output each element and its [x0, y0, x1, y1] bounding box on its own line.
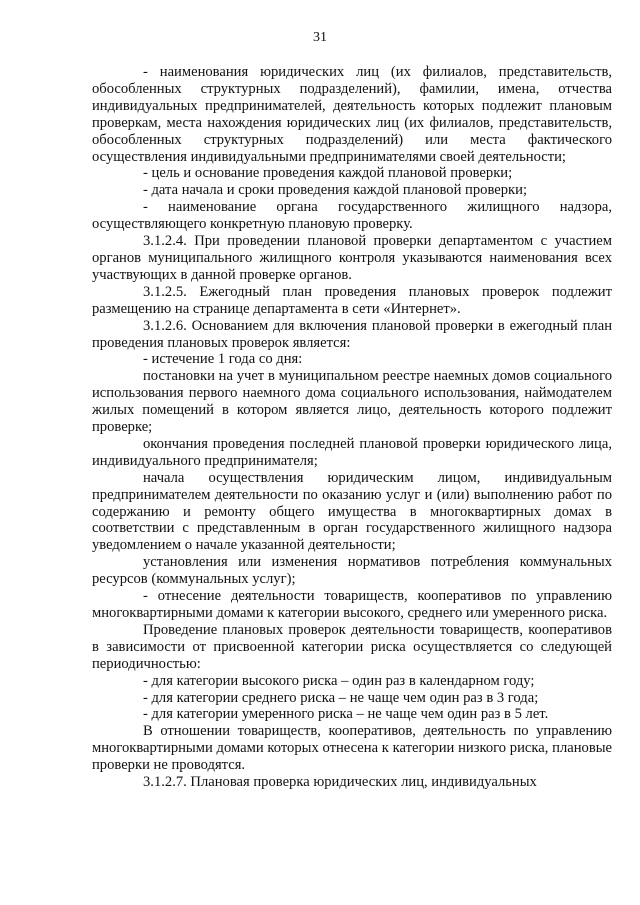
paragraph: - отнесение деятельности товариществ, кооперативов по управлению многоквартирными домами к категории высокого, среднего или умеренного риска.: [92, 588, 612, 621]
paragraph: 3.1.2.6. Основанием для включения плановой проверки в ежегодный план проведения плановых проверок является:: [92, 317, 612, 351]
paragraph: - наименования юридических лиц (их филиалов, представительств, обособленных структурных подразделений), фамилии, имена, отчества индивидуальных предпринимателей, деятельность которых подлежит плановым проверкам, места нахождения юридических лиц (их филиалов, представительств, обособленных структурных подразделений) или места фактического осуществления индивидуальными предпринимателями своей деятельности;: [92, 64, 612, 165]
paragraph: - дата начала и сроки проведения каждой плановой проверки;: [143, 182, 527, 199]
paragraph: 3.1.2.5. Ежегодный план проведения плановых проверок подлежит размещению на странице департамента в сети «Интернет».: [92, 283, 612, 317]
paragraph: начала осуществления юридическим лицом, индивидуальным предпринимателем деятельности по оказанию услуг и (или) выполнению работ по содержанию и ремонту общего имущества в многоквартирных домах в соответствии с представленным в орган государственного жилищного надзора уведомлением о начале указанной деятельности;: [92, 469, 612, 554]
paragraph: - для категории умеренного риска – не чаще чем один раз в 5 лет.: [143, 706, 549, 723]
paragraph: В отношении товариществ, кооперативов, деятельность по управлению многоквартирными домами которых отнесена к категории низкого риска, плановые проверки не проводятся.: [92, 723, 612, 774]
paragraph: - для категории среднего риска – не чаще чем один раз в 3 года;: [143, 689, 539, 706]
paragraph: 3.1.2.4. При проведении плановой проверки департаментом с участием органов муниципального жилищного контроля указываются наименования всех участвующих в данной проверке органов.: [92, 233, 612, 283]
paragraph: - цель и основание проведения каждой плановой проверки;: [143, 165, 513, 182]
page-number: 31: [313, 30, 327, 45]
paragraph: - наименование органа государственного жилищного надзора, осуществляющего конкретную плановую проверку.: [92, 199, 612, 233]
paragraph: - для категории высокого риска – один раз в календарном году;: [143, 672, 535, 689]
paragraph: установления или изменения нормативов потребления коммунальных ресурсов (коммунальных услуг);: [92, 554, 612, 588]
paragraph: Проведение плановых проверок деятельности товариществ, кооперативов в зависимости от присвоенной категории риска осуществляется со следующей периодичностью:: [92, 621, 612, 672]
paragraph: 3.1.2.7. Плановая проверка юридических лиц, индивидуальных: [143, 774, 537, 791]
paragraph: - истечение 1 года со дня:: [143, 351, 303, 368]
paragraph: постановки на учет в муниципальном реестре наемных домов социального использования первого наемного дома социального использования, наймодателем жилых помещений в котором является лицо, деятельность которого подлежит проверке;: [92, 368, 612, 436]
paragraph: окончания проведения последней плановой проверки юридического лица, индивидуального предпринимателя;: [92, 435, 612, 469]
body-text: [92, 64, 612, 791]
